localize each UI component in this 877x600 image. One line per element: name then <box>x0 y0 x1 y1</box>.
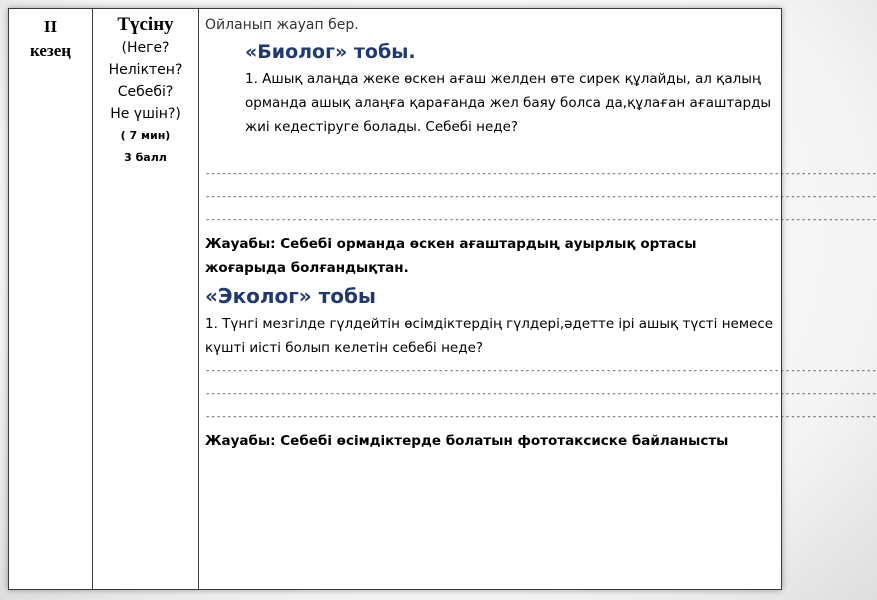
group1-question-text: . Ашық алаңда жеке өскен ағаш желден өте сирек құлайды, ал қалың орманда ашық алаңға қарағанда жел баяу болса да,құлаған ағаштарды жиі кедестіруге болады. Себебі неде? <box>245 71 772 135</box>
task-line: Неліктен? <box>108 62 183 78</box>
answer-line: ---------------------------------------------------------------------------------------------------------------------------- <box>205 215 877 225</box>
stage-cell <box>9 9 93 590</box>
answer-line: ---------------------------------------------------------------------------------------------------------------------------- <box>205 412 877 422</box>
task-cell <box>93 9 199 590</box>
group1-heading: «Биолог» тобы. <box>245 41 416 63</box>
task-line: (Неге? <box>121 40 170 56</box>
stage-word: кезең <box>29 41 72 60</box>
stage-number: ІІ <box>43 17 58 36</box>
answer-line: ---------------------------------------------------------------------------------------------------------------------------- <box>205 366 877 376</box>
group1-question-number: 1 <box>245 71 254 87</box>
answer-line: ---------------------------------------------------------------------------------------------------------------------------- <box>205 192 877 202</box>
group1-question <box>205 67 777 139</box>
group2-answer: Жауабы: Себебі өсімдіктерде болатын фототаксиске байланысты <box>205 433 729 449</box>
group2-question: 1. Түнгі мезгілде гүлдейтін өсімдіктердің гүлдері,әдетте ірі ашық түсті немесе күшті иісті болып келетін себебі неде? <box>205 316 774 356</box>
answer-line: ---------------------------------------------------------------------------------------------------------------------------- <box>205 389 877 399</box>
answer-line: ---------------------------------------------------------------------------------------------------------------------------- <box>205 169 877 179</box>
task-line: Себебі? <box>117 84 174 100</box>
lesson-table <box>8 8 877 590</box>
group2-heading: «Эколог» тобы <box>205 284 377 308</box>
intro-text: Ойланып жауап бер. <box>205 17 359 33</box>
task-line: Не үшін?) <box>110 106 181 122</box>
table-row <box>9 9 782 590</box>
task-score: 3 балл <box>124 151 167 164</box>
task-title: Түсіну <box>117 14 174 35</box>
task-time: ( 7 мин) <box>120 129 171 142</box>
content-cell <box>199 9 877 590</box>
group1-answer: Жауабы: Себебі орманда өскен ағаштардың ауырлық ортасы жоғарыда болғандықтан. <box>205 236 697 276</box>
